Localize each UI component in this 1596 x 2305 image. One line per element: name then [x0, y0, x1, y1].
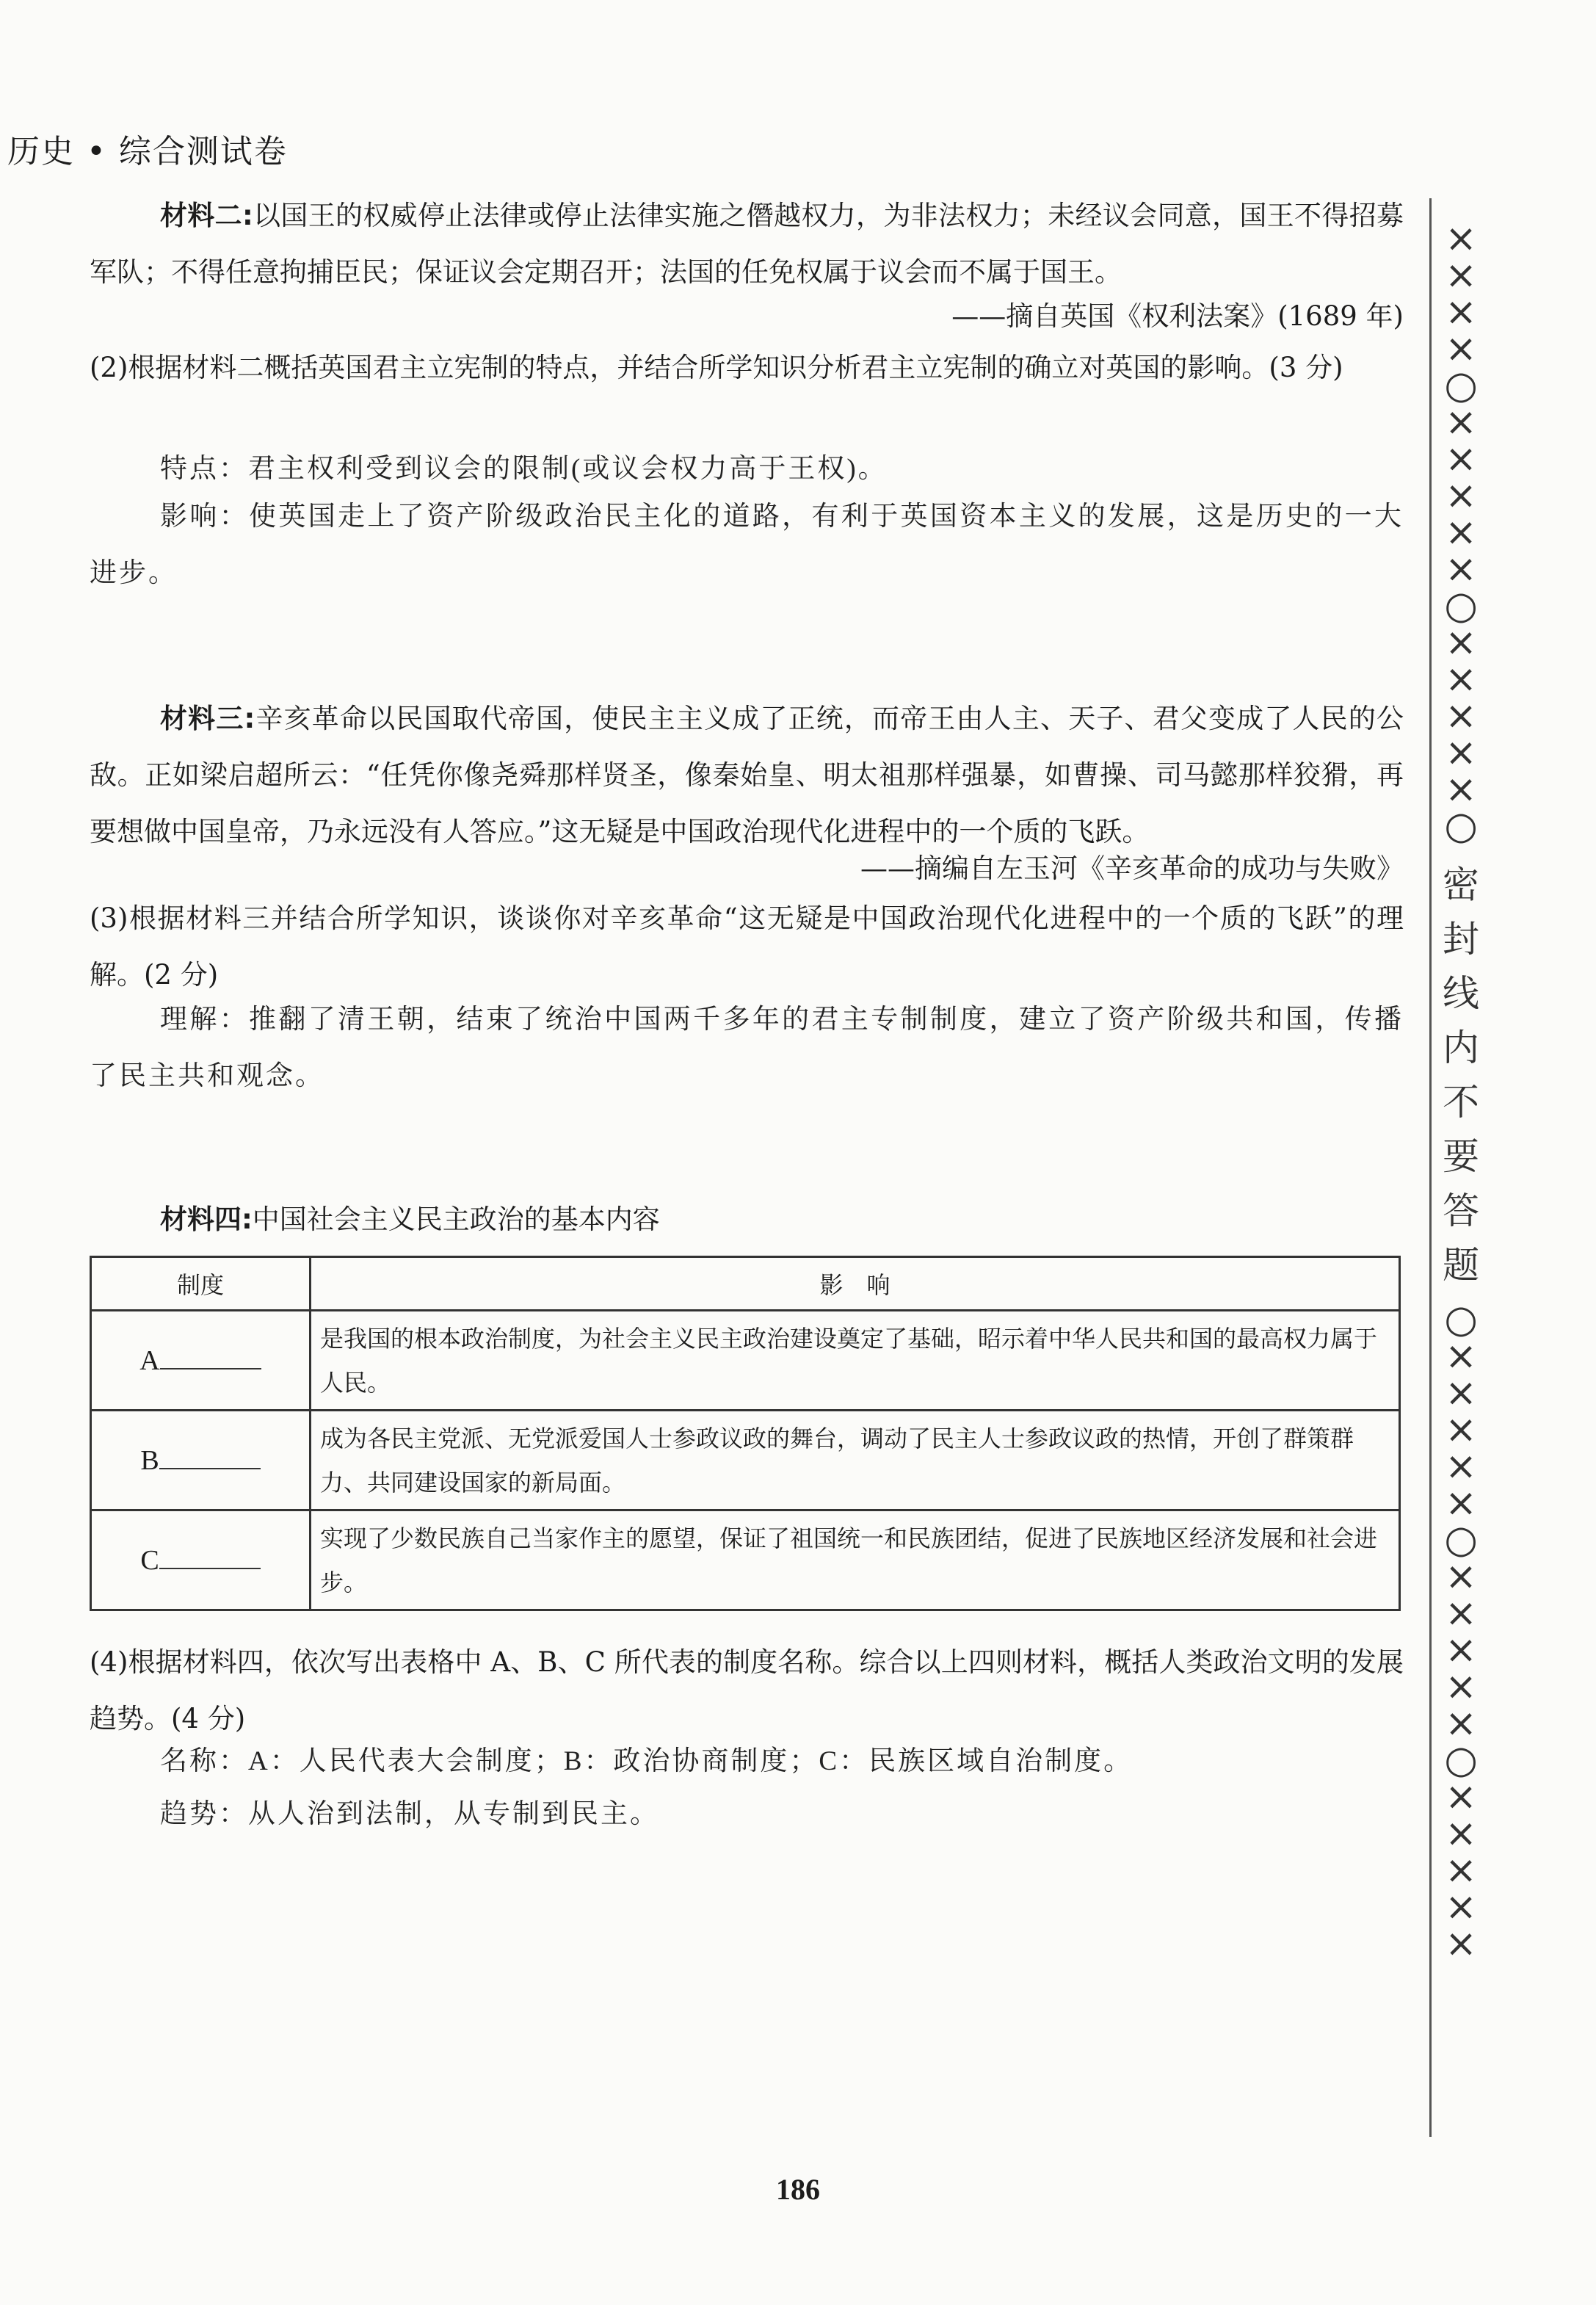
page-header: 历史 • 综合测试卷	[7, 133, 288, 170]
row-key-b: B	[140, 1444, 159, 1476]
row-key-a: A	[139, 1345, 160, 1376]
seal-marks-bottom: ○×××××○×××××○×××××	[1444, 1298, 1478, 1966]
table-cell-key	[91, 1510, 311, 1610]
material-3	[90, 690, 1404, 860]
table-cell-key	[91, 1311, 311, 1411]
material-2-label: 材料二:	[160, 200, 253, 231]
material-4-heading	[160, 1197, 660, 1237]
seal-marks-top: ××××○×××××○×××××○	[1444, 217, 1478, 848]
table-row	[91, 1411, 1400, 1510]
table-header-system: 制度	[91, 1257, 311, 1311]
seal-warning-text: 密封线内不要答题	[1443, 864, 1479, 1287]
material-2-source: ——摘自英国《权利法案》(1689 年)	[951, 300, 1404, 332]
material-4-title: 中国社会主义民主政治的基本内容	[252, 1204, 660, 1235]
question-2-answer-feature: 特点：君主权利受到议会的限制(或议会权力高于王权)。	[160, 454, 888, 484]
table-header-row	[91, 1257, 1400, 1311]
material-2-text: 以国王的权威停止法律或停止法律实施之僭越权力，为非法权力；未经议会同意，国王不得招募军队；不得任意拘捕臣民；保证议会定期召开；法国的任免权属于议会而不属于国王。	[90, 200, 1404, 288]
question-4-answer-names: 名称：A：人民代表大会制度；B：政治协商制度；C：民族区域自治制度。	[160, 1746, 1133, 1776]
question-2-answer-impact: 影响：使英国走上了资产阶级政治民主化的道路，有利于英国资本主义的发展，这是历史的一大进步。	[90, 502, 1404, 588]
answer-blank[interactable]	[160, 1346, 261, 1369]
material-3-label: 材料三:	[160, 703, 255, 734]
material-2	[90, 187, 1404, 300]
question-4-prompt: (4)根据材料四，依次写出表格中 A、B、C 所代表的制度名称。综合以上四则材料，概括人类政治文明的发展趋势。(4 分)	[90, 1646, 1404, 1734]
material-4-label: 材料四:	[160, 1204, 253, 1235]
question-3-prompt: (3)根据材料三并结合所学知识，谈谈你对辛亥革命“这无疑是中国政治现代化进程中的一个质的飞跃”的理解。(2 分)	[90, 902, 1404, 991]
table-cell-impact: 成为各民主党派、无党派爱国人士参政议政的舞台，调动了民主人士参政议政的热情，开创了群策群力、共同建设国家的新局面。	[311, 1411, 1400, 1510]
page-number: 186	[776, 2173, 820, 2206]
seal-line	[1429, 198, 1432, 2137]
table-row	[91, 1311, 1400, 1411]
row-key-c: C	[140, 1544, 159, 1576]
material-3-source: ——摘编自左玉河《辛亥革命的成功与失败》	[860, 853, 1404, 884]
table-cell-key	[91, 1411, 311, 1510]
answer-blank[interactable]	[159, 1446, 261, 1469]
table-row	[91, 1510, 1400, 1610]
answer-blank[interactable]	[159, 1546, 261, 1569]
table-cell-impact: 是我国的根本政治制度，为社会主义民主政治建设奠定了基础，昭示着中华人民共和国的最高权力属于人民。	[311, 1311, 1400, 1411]
material-3-text: 辛亥革命以民国取代帝国，使民主主义成了正统，而帝王由人主、天子、君父变成了人民的公敌。正如梁启超所云：“任凭你像尧舜那样贤圣，像秦始皇、明太祖那样强暴，如曹操、司马懿那样狡猾，再要想做中国皇帝，乃永远没有人答应。”这无疑是中国政治现代化进程中的一个质的飞跃。	[90, 703, 1404, 847]
table-cell-impact: 实现了少数民族自己当家作主的愿望，保证了祖国统一和民族团结，促进了民族地区经济发展和社会进步。	[311, 1510, 1400, 1610]
question-2-prompt: (2)根据材料二概括英国君主立宪制的特点，并结合所学知识分析君主立宪制的确立对英国的影响。(3 分)	[90, 352, 1343, 383]
question-4-answer-trend: 趋势：从人治到法制，从专制到民主。	[160, 1799, 659, 1829]
question-3-answer: 理解：推翻了清王朝，结束了统治中国两千多年的君主专制制度，建立了资产阶级共和国，传播了民主共和观念。	[90, 1005, 1404, 1091]
institution-table	[90, 1256, 1401, 1611]
seal-sidebar	[1435, 217, 1487, 1966]
table-header-impact: 影 响	[311, 1257, 1400, 1311]
